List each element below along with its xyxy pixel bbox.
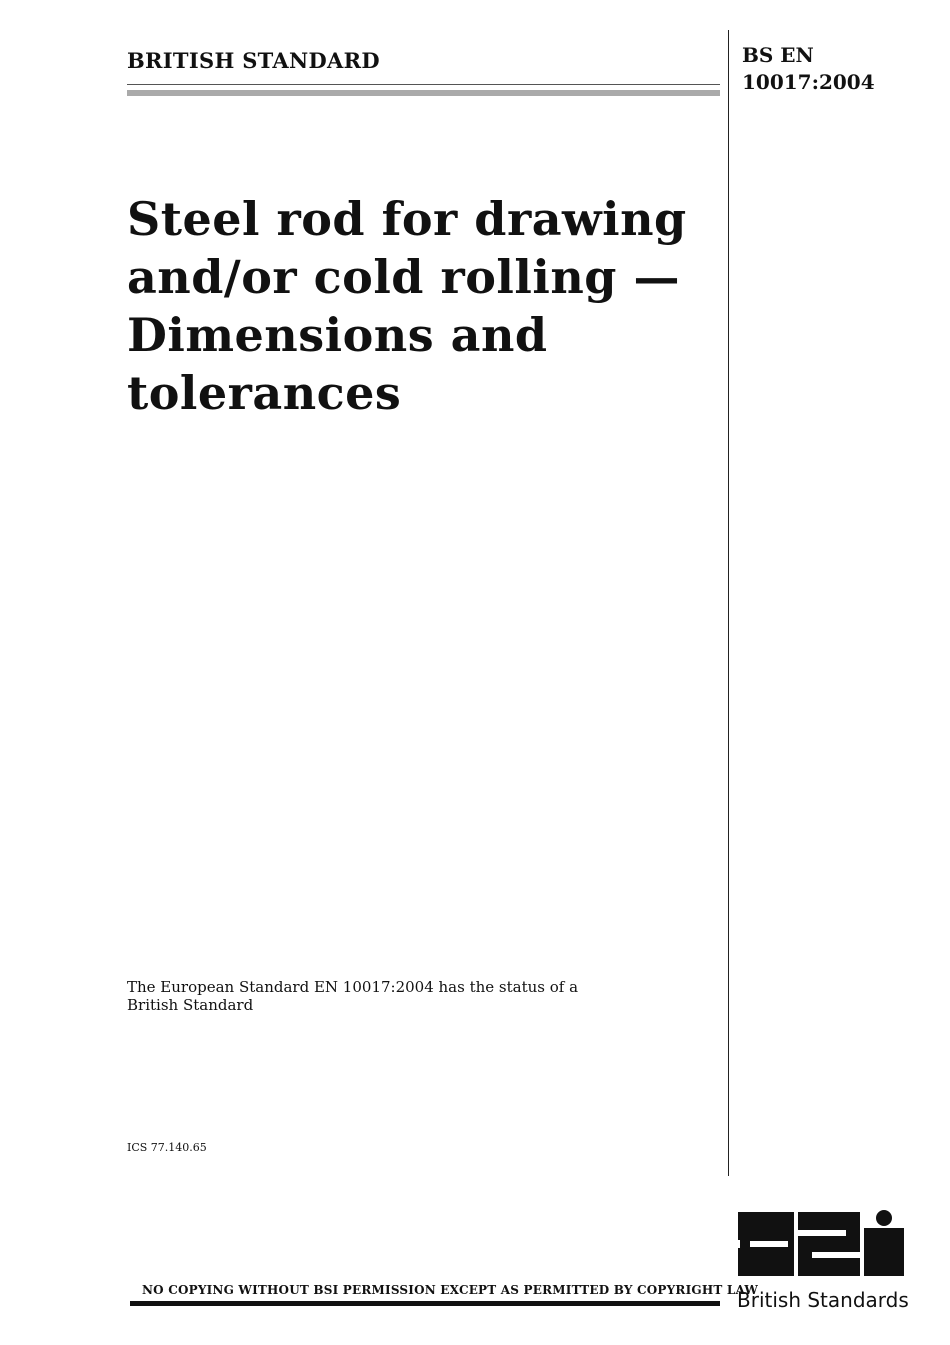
status-statement: The European Standard EN 10017:2004 has the status of a British Standard — [127, 978, 579, 1014]
vertical-divider — [728, 30, 729, 1176]
footer-rule — [130, 1301, 720, 1306]
ics-code: ICS 77.140.65 — [127, 1141, 207, 1154]
header-rule-thin — [127, 84, 720, 85]
standard-number: BS EN 10017:2004 — [742, 43, 875, 94]
document-title: Steel rod for drawing and/or cold rolling — Dimensions and tolerances — [127, 192, 687, 420]
header-rule-thick — [127, 90, 720, 96]
document-type-label: BRITISH STANDARD — [127, 48, 380, 73]
copyright-notice: NO COPYING WITHOUT BSI PERMISSION EXCEPT AS PERMITTED BY COPYRIGHT LAW — [142, 1283, 759, 1297]
logo-caption: British Standards — [737, 1288, 909, 1312]
bsi-logo-mark-icon — [736, 1210, 906, 1278]
